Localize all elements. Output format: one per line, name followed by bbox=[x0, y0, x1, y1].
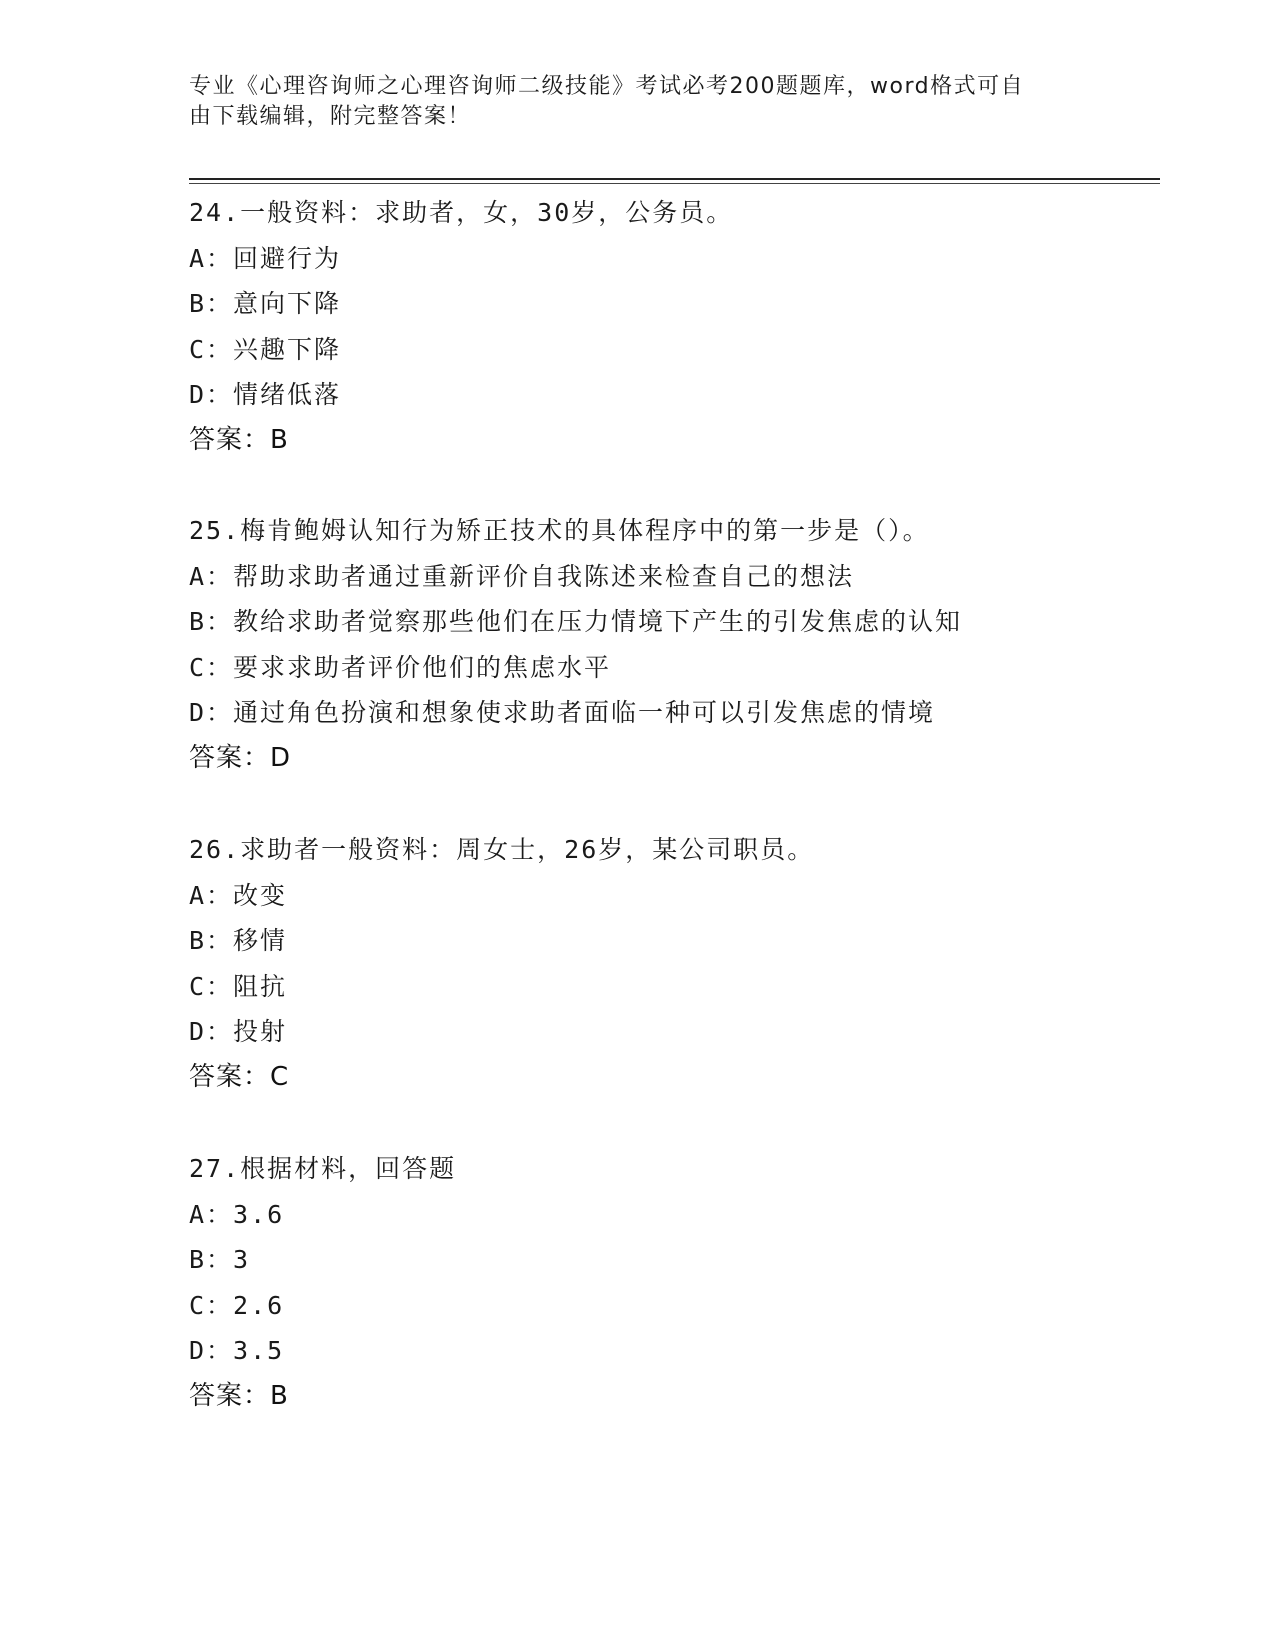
answer-key: 答案：B bbox=[189, 1380, 289, 1411]
option-b: B：教给求助者觉察那些他们在压力情境下产生的引发焦虑的认知 bbox=[189, 607, 963, 636]
question-26 bbox=[189, 827, 1169, 1100]
option-a: A：改变 bbox=[189, 880, 288, 910]
answer-key: 答案：D bbox=[189, 742, 292, 773]
answer-key: 答案：B bbox=[189, 424, 289, 455]
question-25 bbox=[189, 508, 1169, 781]
option-d: D：通过角色扮演和想象使求助者面临一种可以引发焦虑的情境 bbox=[189, 698, 936, 727]
option-c: C：要求求助者评价他们的焦虑水平 bbox=[189, 652, 612, 682]
option-a: A：3.6 bbox=[189, 1199, 285, 1229]
option-a: A：回避行为 bbox=[189, 243, 342, 273]
intro-line-2: 由下载编辑，附完整答案！ bbox=[189, 104, 472, 129]
header-divider-thin bbox=[189, 183, 1160, 184]
option-a: A：帮助求助者通过重新评价自我陈述来检查自己的想法 bbox=[189, 561, 855, 591]
option-c: C：2.6 bbox=[189, 1290, 285, 1320]
option-d: D：投射 bbox=[189, 1017, 288, 1046]
question-24 bbox=[189, 190, 1169, 463]
document-intro bbox=[189, 72, 1079, 132]
answer-key: 答案：C bbox=[189, 1061, 290, 1092]
option-c: C：阻抗 bbox=[189, 971, 288, 1001]
header-divider-thick bbox=[189, 178, 1160, 180]
option-d: D：情绪低落 bbox=[189, 380, 342, 409]
option-b: B：移情 bbox=[189, 926, 288, 955]
question-stem: 25.梅肯鲍姆认知行为矫正技术的具体程序中的第一步是（）。 bbox=[189, 516, 930, 545]
question-27 bbox=[189, 1146, 1169, 1419]
question-stem: 24.一般资料：求助者，女，30岁，公务员。 bbox=[189, 198, 734, 227]
option-c: C：兴趣下降 bbox=[189, 334, 342, 364]
option-b: B：3 bbox=[189, 1245, 251, 1274]
option-b: B：意向下降 bbox=[189, 289, 342, 318]
question-stem: 26.求助者一般资料：周女士，26岁，某公司职员。 bbox=[189, 835, 815, 864]
intro-line-1: 专业《心理咨询师之心理咨询师二级技能》考试必考200题题库，word格式可自 bbox=[189, 74, 1025, 99]
question-stem: 27.根据材料，回答题 bbox=[189, 1154, 457, 1183]
option-d: D：3.5 bbox=[189, 1336, 285, 1365]
